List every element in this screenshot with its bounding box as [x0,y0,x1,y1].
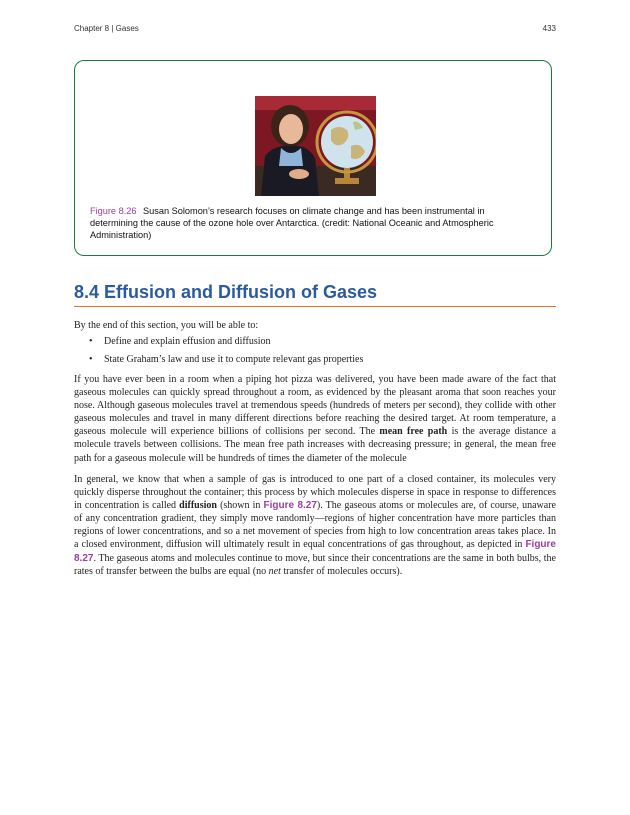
figure-caption [90,205,530,241]
chapter-title: Chapter 8 | Gases [74,24,139,33]
figure-caption-text: Susan Solomon’s research focuses on climate change and has been instrumental in determining the cause of the ozone hole over Antarctica. (credit: National Oceanic and Atmospheric Administration) [90,206,494,240]
term-diffusion: diffusion [179,500,217,512]
figure-link[interactable]: Figure 8.27 [263,500,317,512]
paragraph-text: (shown in [216,500,264,512]
portrait-globe-illustration [255,96,376,196]
list-item: • Define and explain effusion and diffusion [74,336,556,348]
list-item: • State Graham’s law and use it to compute relevant gas properties [74,354,556,366]
section-title: 8.4 Effusion and Diffusion of Gases [74,282,556,307]
paragraph-text: transfer of molecules occurs). [280,565,403,577]
paragraph-text: In general, we know that when a sample of gas is introduced to one part of a closed container, its molecules very quickly disperse throughout the container; this process by which molecules disperse in space in response to differences in concentration is called [74,474,556,512]
paragraph-diffusion [74,473,556,578]
page-number: 433 [542,24,556,33]
paragraph-text: . The gaseous atoms and molecules continue to move, but since their concentrations are the same in both bulbs, the rates of transfer between the bulbs are equal (no [74,552,556,577]
section-intro: By the end of this section, you will be able to: [74,320,259,331]
figure-label: Figure 8.26 [90,206,137,216]
paragraph-text: If you have ever been in a room when a piping hot pizza was delivered, you have been made aware of the fact that gaseous molecules can quickly spread throughout a room, as evidenced by the pleasant aroma that soon reaches your nose. Although gaseous molecules travel at tremendous speeds (hundreds of meters per second), they collide with other gaseous molecules and travel in many different directions before reaching the desired target. At room temperature, a gaseous molecule will experience billions of collisions per second. The [74,374,556,438]
figure-box [74,60,552,256]
paragraph-text: is the average distance a molecule travels between collisions. The mean free path increases with decreasing pressure; in general, the mean free path for a gaseous molecule will be hundreds of times the diameter of the molecule [74,426,556,464]
learning-objectives [74,336,556,372]
emphasis-net: net [268,565,281,577]
figure-link[interactable]: Figure 8.27 [74,539,556,564]
paragraph-mean-free-path [74,373,556,465]
paragraph-text: ). The gaseous atoms or molecules are, of course, unaware of any concentration gradient, they simply move randomly—regions of higher concentration have more particles than regions of lower concentrations, and so a net movement of species from high to low concentration areas takes place. In a closed environment, diffusion will ultimately result in equal concentrations of gas throughout, as depicted in [74,500,556,551]
term-mean-free-path: mean free path [379,426,448,438]
page-header [74,24,556,33]
figure-photo [255,96,376,196]
